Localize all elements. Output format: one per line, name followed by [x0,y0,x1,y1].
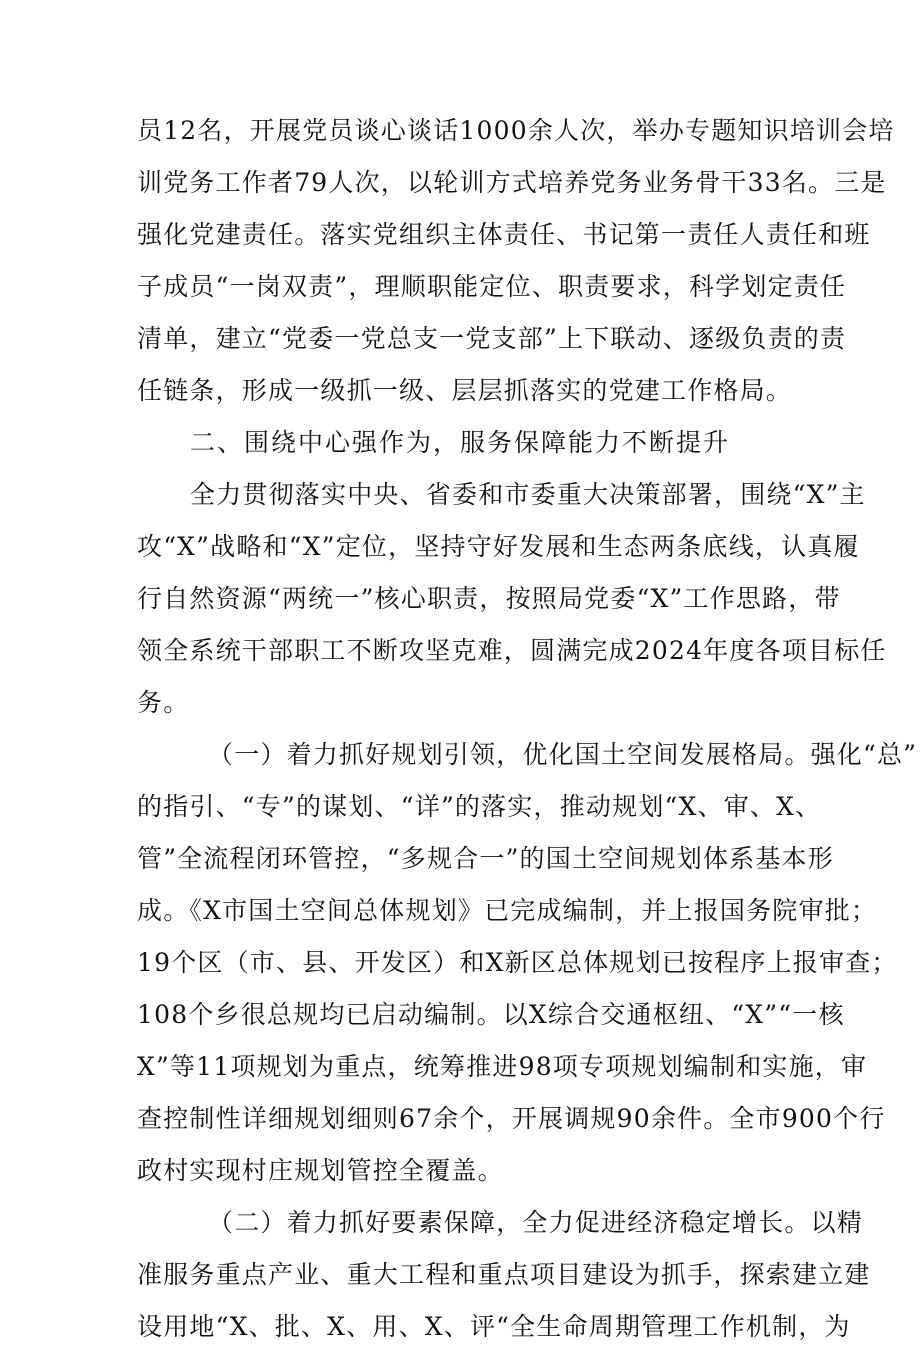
text-line: X”等11项规划为重点，统筹推进98项专项规划编制和实施，审 [137,1052,868,1081]
text-line: 清单，建立“党委一党总支一党支部”上下联动、逐级负责的责 [137,324,847,353]
subsection-heading: （二）着力抓好要素保障，全力促进经济稳定增长。以精 [208,1208,864,1237]
text-line: 训党务工作者79人次，以轮训方式培养党务业务骨干33名。三是 [137,168,887,197]
text-line: 的指引、“专”的谋划、“详”的落实，推动规划“X、审、X、 [137,792,822,821]
subsection-heading: （一）着力抓好规划引领，优化国土空间发展格局。强化“总” [208,740,918,769]
text-line: 19个区（市、县、开发区）和X新区总体规划已按程序上报审查； [137,948,898,977]
text-line: 政村实现村庄规划管控全覆盖。 [137,1156,504,1185]
text-line: 攻“X”战略和“X”定位，坚持守好发展和生态两条底线，认真履 [137,532,860,561]
text-line: 查控制性详细规划细则67余个，开展调规90余件。全市900个行 [137,1104,886,1133]
text-line: 务。 [137,688,190,717]
text-line: 任链条，形成一级抓一级、层层抓落实的党建工作格局。 [137,376,793,405]
text-line: 全力贯彻落实中央、省委和市委重大决策部署，围绕“X”主 [190,480,866,509]
text-line: 准服务重点产业、重大工程和重点项目建设为抓手，探索建立建 [137,1260,871,1289]
document-body [137,105,918,1353]
text-line: 设用地“X、批、X、用、X、评“全生命周期管理工作机制，为 [137,1312,851,1341]
text-line: 领全系统干部职工不断攻坚克难，圆满完成2024年度各项目标任 [137,636,887,665]
text-line: 108个乡很总规均已启动编制。以X综合交通枢纽、“X”“一核 [137,1000,845,1029]
text-line: 员12名，开展党员谈心谈话1000余人次，举办专题知识培训会培 [137,116,895,145]
text-line: 成。《X市国土空间总体规划》已完成编制，并上报国务院审批； [137,896,878,925]
text-line: 管”全流程闭环管控，“多规合一”的国土空间规划体系基本形 [137,844,834,873]
text-line: 行自然资源“两统一”核心职责，按照局党委“X”工作思路，带 [137,584,841,613]
text-line: 子成员“一岗双责”，理顺职能定位、职责要求，科学划定责任 [137,272,847,301]
text-line: 强化党建责任。落实党组织主体责任、书记第一责任人责任和班 [137,220,871,249]
section-heading: 二、围绕中心强作为，服务保障能力不断提升 [190,428,731,457]
